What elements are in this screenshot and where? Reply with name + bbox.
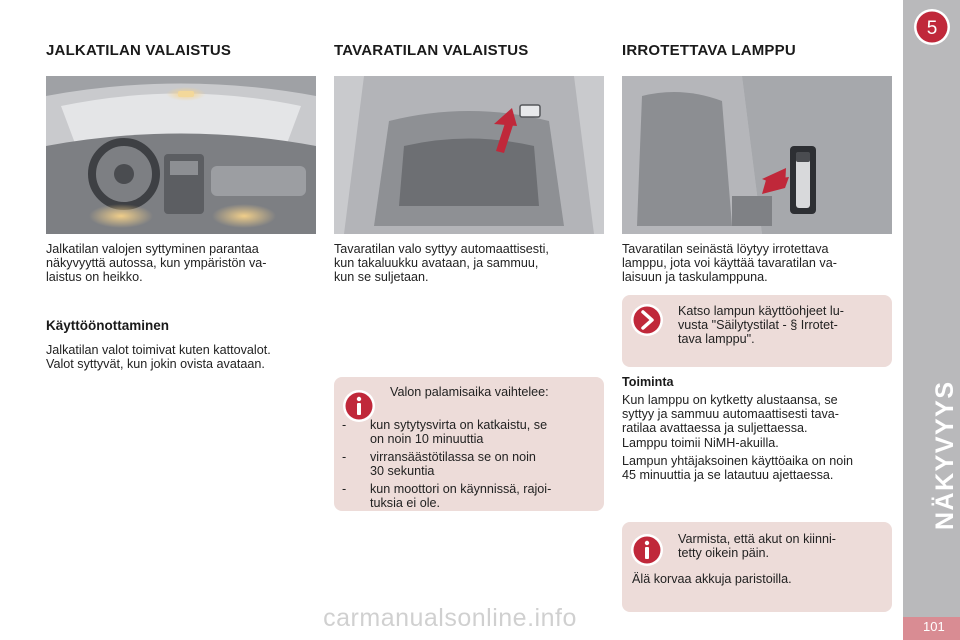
- chapter-badge: [913, 8, 951, 46]
- note-intro: Valon palamisaika vaihtelee:: [390, 385, 549, 399]
- activation-description: Jalkatilan valot toimivat kuten kattovalot. Valot syttyvät, kun jokin ovista avataan.: [46, 343, 271, 371]
- subtitle-activation: Käyttöönottaminen: [46, 318, 169, 333]
- list-item: - kun sytytysvirta on katkaistu, se on noin 10 minuuttia: [342, 418, 548, 446]
- reference-note: [622, 295, 892, 367]
- info-icon: [630, 533, 664, 567]
- subtitle-operation: Toiminta: [622, 375, 674, 389]
- section-title-removable-lamp: IRROTETTAVA LAMPPU: [622, 42, 796, 59]
- page-number: 101: [903, 617, 960, 640]
- boot-description: Tavaratilan valo syttyy automaattisesti, kun takaluukku avataan, ja sammuu, kun se suljetaan.: [334, 242, 549, 284]
- warning-note-text: Varmista, että akut on kiinni- tetty oikein päin.: [678, 532, 836, 560]
- usage-time-text: Lampun yhtäjaksoinen käyttöaika on noin 45 minuuttia ja se latautuu ajettaessa.: [622, 454, 854, 482]
- footwell-description: Jalkatilan valojen syttyminen parantaa näkyvyyttä autossa, kun ympäristön va- laistus on heikko.: [46, 242, 267, 284]
- reference-note-text: Katso lampun käyttöohjeet lu- vusta "Säilytystilat - § Irrotet- tava lamppu".: [678, 304, 844, 346]
- svg-text:5: 5: [926, 18, 938, 39]
- boot-lighting-image: [334, 76, 604, 234]
- warning-note-extra: Älä korvaa akkuja paristoilla.: [632, 572, 792, 586]
- warning-note-batteries: [622, 522, 892, 612]
- footwell-lighting-image: [46, 76, 316, 234]
- battery-type-text: Lamppu toimii NiMH-akuilla.: [622, 436, 779, 450]
- chapter-sidebar: [903, 0, 960, 640]
- chevron-right-icon: [630, 303, 664, 337]
- removable-lamp-image: [622, 76, 892, 234]
- section-title-footwell-lighting: JALKATILAN VALAISTUS: [46, 42, 232, 59]
- removable-lamp-description: Tavaratilan seinästä löytyy irrotettava lamppu, jota voi käyttää tavaratilan va- laisuun ja taskulamppuna.: [622, 242, 837, 284]
- watermark: carmanualsonline.info: [323, 604, 577, 632]
- list-item: - kun moottori on käynnissä, rajoi- tuksia ei ole.: [342, 482, 552, 510]
- chapter-title: NÄKYVYYS: [931, 380, 959, 530]
- list-item: - virransäästötilassa se on noin 30 sekuntia: [342, 450, 536, 478]
- operation-description: Kun lamppu on kytketty alustaansa, se syttyy ja sammuu automaattisesti tava- ratilaa avattaessa ja suljettaessa.: [622, 393, 839, 435]
- info-note-light-duration: [334, 377, 604, 511]
- section-title-boot-lighting: TAVARATILAN VALAISTUS: [334, 42, 529, 59]
